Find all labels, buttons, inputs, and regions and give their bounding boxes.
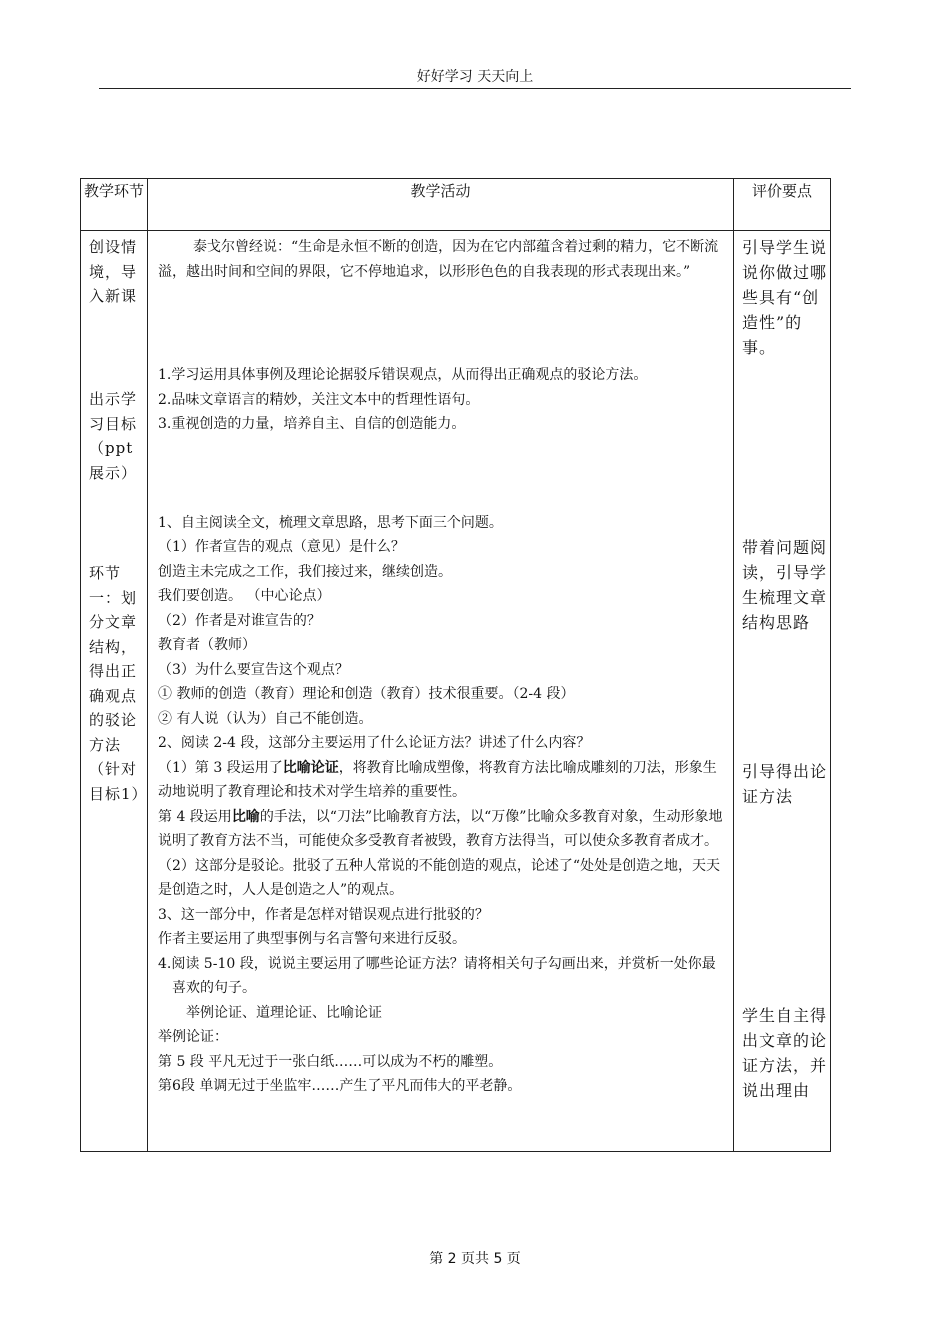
answer-text: （2）这部分是驳论。批驳了五种人常说的不能创造的观点，论述了“处处是创造之地，天天是创造之时，人人是创造之人”的观点。 [158, 857, 721, 898]
page-header: 好好学习 天天向上 [99, 66, 851, 89]
answer-text: 教育者（教师） [158, 637, 256, 653]
section-column [81, 231, 148, 1152]
answer-text: ② 有人说（认为）自己不能创造。 [158, 710, 373, 727]
answer-text: 第 4 段运用比喻的手法，以“刀法”比喻教育方法，以“万像”比喻众多教育对象，生动形象地说明了教育方法不当，可能使众多受教育者被毁，教育方法得当，可以使众多教育者成才。 [158, 808, 723, 849]
answer-text: 举例论证： [158, 1029, 228, 1045]
answer-text: 创造主未完成之工作，我们接过来，继续创造。 [158, 563, 452, 580]
evaluation-4: 学生自主得出文章的论证方法，并说出理由 [742, 1006, 828, 1100]
evaluation-column [734, 231, 831, 1152]
question-1c: （3）为什么要宣告这个观点？ [158, 661, 349, 678]
header-evaluation: 评价要点 [734, 179, 831, 231]
answer-text: 第6段 单调无过于坐监牢……产生了平凡而伟大的平老静。 [158, 1078, 522, 1094]
evaluation-2: 带着问题阅读，引导学生梳理文章结构思路 [742, 538, 828, 632]
intro-quote: 泰戈尔曾经说：“生命是永恒不断的创造，因为在它内部蕴含着过剩的精力，它不断流溢，越出时间和空间的界限，它不停地追求，以形形色色的自我表现的形式表现出来。” [158, 239, 719, 280]
evaluation-3: 引导得出论证方法 [742, 762, 828, 806]
section-part-one: 环节一：划分文章结构，得出正确观点的驳论方法（针对目标1） [89, 564, 148, 803]
question-2: 2、阅读 2-4 段，这部分主要运用了什么论证方法？讲述了什么内容？ [158, 735, 591, 751]
goal-item: 2.品味文章语言的精妙，关注文本中的哲理性语句。 [158, 391, 480, 408]
table-header-row [81, 179, 831, 231]
lesson-plan-table [80, 178, 831, 1152]
goal-item: 3.重视创造的力量，培养自主、自信的创造能力。 [158, 416, 466, 432]
answer-text: 作者主要运用了典型事例与名言警句来进行反驳。 [158, 931, 466, 947]
question-3: 3、这一部分中，作者是怎样对错误观点进行批驳的？ [158, 906, 489, 923]
answer-text: ① 教师的创造（教育）理论和创造（教育）技术很重要。（2-4 段） [158, 686, 575, 702]
activity-column [148, 231, 734, 1152]
answer-text: 我们要创造。 （中心论点） [158, 588, 331, 604]
answer-text: 第 5 段 平凡无过于一张白纸……可以成为不朽的雕塑。 [158, 1053, 503, 1070]
page-footer: 第 2 页共 5 页 [429, 1251, 521, 1267]
question-1b: （2）作者是对谁宣告的？ [158, 612, 321, 629]
question-1: 1、自主阅读全文，梳理文章思路，思考下面三个问题。 [158, 514, 503, 531]
section-goals: 出示学习目标（ppt展示） [89, 390, 138, 482]
goal-item: 1.学习运用具体事例及理论论据驳斥错误观点，从而得出正确观点的驳论方法。 [158, 367, 648, 383]
header-activity: 教学活动 [148, 179, 734, 231]
answer-text: （1）第 3 段运用了比喻论证，将教育比喻成塑像，将教育方法比喻成雕刻的刀法，形象生动地说明了教育理论和技术对学生培养的重要性。 [158, 759, 717, 800]
question-1a: （1）作者宣告的观点（意见）是什么？ [158, 539, 405, 555]
table-row [81, 231, 831, 1152]
answer-text: 举例论证、道理论证、比喻论证 [186, 1004, 382, 1021]
section-intro: 创设情境，导入新课 [89, 238, 138, 305]
header-section: 教学环节 [81, 179, 148, 231]
evaluation-1: 引导学生说说你做过哪些具有“创造性”的事。 [742, 238, 828, 357]
question-4: 4.阅读 5-10 段，说说主要运用了哪些论证方法？请将相关句子勾画出来，并赏析一处你最喜欢的句子。 [158, 955, 716, 996]
